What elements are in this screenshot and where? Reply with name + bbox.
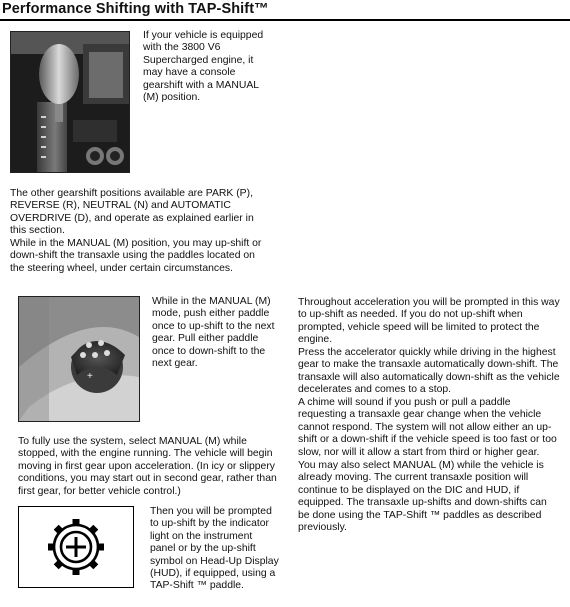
manual-while-moving-text: You may also select MANUAL (M) while the vehicle is already moving. The current transaxle position will continue to be displayed on the DIC and HUD, if equipped. The transaxle up-shifts and down-shifts can be done using the TAP-Shift ™ paddles as described previously. <box>298 460 547 534</box>
fully-use-system-text: To fully use the system, select MANUAL (M) while stopped, with the engine running. The vehicle will begin moving in first gear upon acceleration. (In icy or slippery conditions, you may start out in second gear, rather than first gear, for better vehicle control.) <box>18 436 277 497</box>
svg-text:+: + <box>87 371 93 382</box>
upshift-icon-box <box>18 506 134 588</box>
gearshift-illustration <box>11 32 129 172</box>
chime-warning-text: A chime will sound if you push or pull a paddle requesting a transaxle gear change when the vehicle cannot respond. The system will not allow either an up-shift or a down-shift if the vehicle speed is too fast or too slow, nor will it allow a start from third or higher gear. <box>298 397 557 458</box>
paddle-illustration <box>19 297 139 421</box>
gear-positions-text: The other gearshift positions available are PARK (P), REVERSE (R), NEUTRAL (N) and AUTOMATIC OVERDRIVE (D), and operate as explained earlier in this section. <box>10 188 254 237</box>
gearshift-console-photo <box>10 31 130 173</box>
steering-wheel-paddle-photo <box>18 296 140 422</box>
page-title: Performance Shifting with TAP-Shift™ <box>2 1 269 17</box>
intro-text: If your vehicle is equipped with the 3800 V6 Supercharged engine, it may have a console gearshift with a MANUAL (M) position. <box>143 30 264 104</box>
manual-mode-text: While in the MANUAL (M) position, you may up-shift or down-shift the transaxle using the paddles located on the steering wheel, under certain circumstances. <box>10 238 262 274</box>
upshift-prompt-text: Then you will be prompted to up-shift by the indicator light on the instrument panel or by the up-shift symbol on Head-Up Display (HUD), if equipped, using a TAP-Shift ™ paddle. <box>150 506 279 592</box>
paddle-usage-text: While in the MANUAL (M) mode, push either paddle once to up-shift to the next gear. Pull either paddle once to down-shift to the next gear. <box>152 296 275 370</box>
acceleration-prompt-text: Throughout acceleration you will be prompted in this way to up-shift as needed. If you do not up-shift when prompted, vehicle speed will be limited to protect the engine. <box>298 297 560 346</box>
auto-downshift-text: Press the accelerator quickly while driving in the highest gear to make the transaxle automatically down-shift. The transaxle will also automatically down-shift as the vehicle decelerates and comes to a stop. <box>298 347 560 396</box>
upshift-gear-icon <box>19 507 133 587</box>
